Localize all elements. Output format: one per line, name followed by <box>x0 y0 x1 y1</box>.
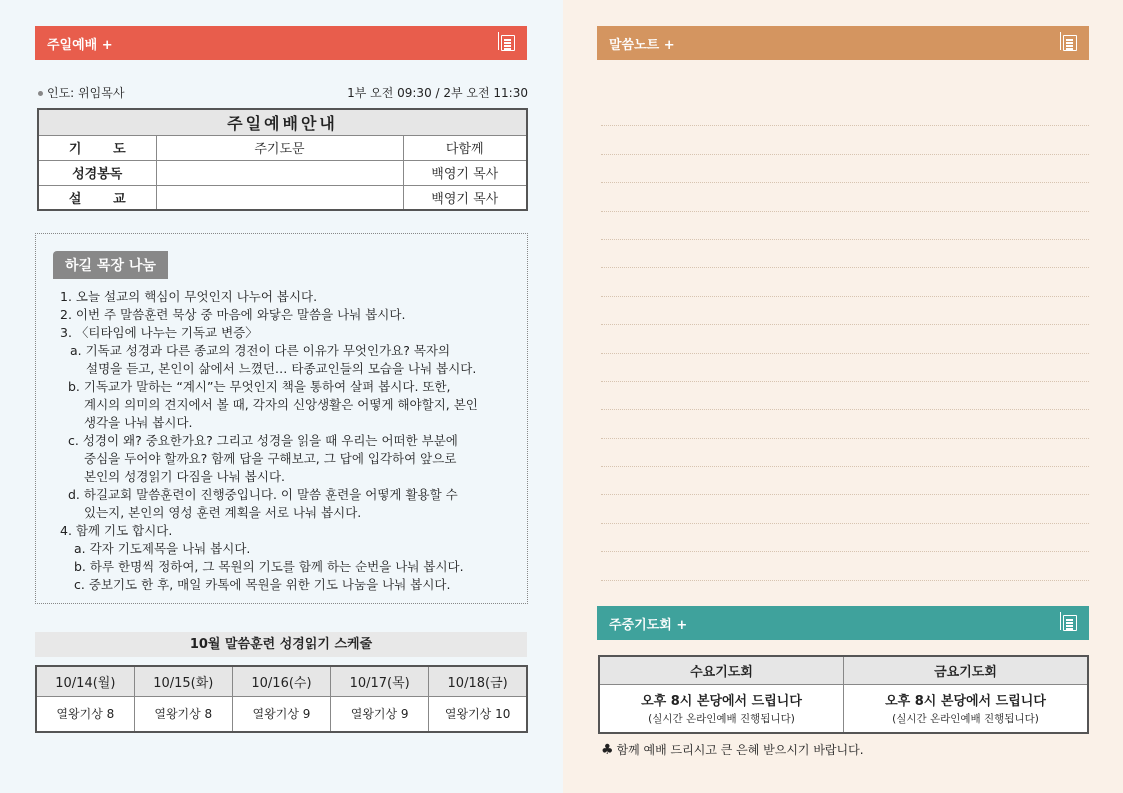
sermon-notes-header[interactable] <box>597 26 1089 60</box>
schedule-reading: 열왕기상 8 <box>134 696 232 732</box>
schedule-table <box>35 665 528 733</box>
leader-line <box>38 84 124 101</box>
service-table-title: 주일예배안내 <box>38 109 527 135</box>
document-icon[interactable] <box>1063 35 1077 51</box>
note-line[interactable] <box>601 183 1089 211</box>
prayer-sub-text: (실시간 온라인예배 진행됩니다) <box>892 713 1039 726</box>
note-line[interactable] <box>601 410 1089 438</box>
club-icon: ♣ <box>601 742 614 758</box>
schedule-title: 10월 말씀훈련 성경읽기 스케줄 <box>35 632 527 657</box>
note-line[interactable] <box>601 98 1089 126</box>
sunday-service-header[interactable] <box>35 26 527 60</box>
prayer-body-cell <box>844 684 1089 733</box>
service-table <box>37 108 528 211</box>
sharing-box <box>35 233 528 604</box>
sharing-line: 본인의 성경읽기 다짐을 나눠 봅시다. <box>84 469 285 484</box>
sharing-line: a. 각자 기도제목을 나눠 봅시다. <box>74 541 251 556</box>
schedule-date: 10/17(목) <box>331 666 429 696</box>
sharing-list <box>60 288 478 594</box>
note-line[interactable] <box>601 240 1089 268</box>
note-line[interactable] <box>601 382 1089 410</box>
schedule-date: 10/16(수) <box>232 666 330 696</box>
sharing-line: d. 하길교회 말씀훈련이 진행중입니다. 이 말씀 훈련을 어떻게 활용할 수 <box>68 487 458 502</box>
leader-text: 인도: 위임목사 <box>47 86 125 100</box>
prayer-table <box>598 655 1089 734</box>
sharing-line: 있는지, 본인의 영성 훈련 계획을 서로 나눠 봅시다. <box>84 505 362 520</box>
prayer-sub-text: (실시간 온라인예배 진행됩니다) <box>648 713 795 726</box>
schedule-date: 10/14(월) <box>36 666 134 696</box>
note-lines[interactable] <box>601 98 1089 581</box>
sharing-line: 1. 오늘 설교의 핵심이 무엇인지 나누어 봅시다. <box>60 289 318 304</box>
service-row-leader: 백영기 목사 <box>403 160 527 185</box>
sharing-line: c. 성경이 왜? 중요한가요? 그리고 성경을 읽을 때 우리는 어떠한 부분에 <box>68 433 458 448</box>
note-line[interactable] <box>601 354 1089 382</box>
note-line[interactable] <box>601 126 1089 154</box>
sharing-line: a. 기독교 성경과 다른 종교의 경전이 다른 이유가 무엇인가요? 목자의 <box>70 343 451 358</box>
weekday-prayer-header[interactable] <box>597 606 1089 640</box>
closing-message <box>601 741 864 758</box>
document-icon[interactable] <box>1063 615 1077 631</box>
prayer-header-cell: 수요기도회 <box>599 656 844 684</box>
sharing-line: 2. 이번 주 말씀훈련 묵상 중 마음에 와닿은 말씀을 나눠 봅시다. <box>60 307 406 322</box>
closing-text: 함께 예배 드리시고 큰 은혜 받으시기 바랍니다. <box>616 743 864 757</box>
service-row-label: 성경봉독 <box>38 160 156 185</box>
note-line[interactable] <box>601 524 1089 552</box>
prayer-main-text: 오후 8시 본당에서 드립니다 <box>641 694 802 710</box>
note-line[interactable] <box>601 297 1089 325</box>
sharing-line: 생각을 나눠 봅시다. <box>84 415 193 430</box>
prayer-header-cell: 금요기도회 <box>844 656 1089 684</box>
sharing-line: c. 중보기도 한 후, 매일 카톡에 목원을 위한 기도 나눔을 나눠 봅시다. <box>74 577 451 592</box>
schedule-date: 10/15(화) <box>134 666 232 696</box>
schedule-reading: 열왕기상 8 <box>36 696 134 732</box>
sharing-line: 설명을 듣고, 본인이 삶에서 느꼈던… 타종교인들의 모습을 나눠 봅시다. <box>86 361 477 376</box>
service-row-label: 기 도 <box>38 135 156 160</box>
schedule-reading: 열왕기상 9 <box>331 696 429 732</box>
prayer-body-cell <box>599 684 844 733</box>
note-line[interactable] <box>601 495 1089 523</box>
right-page <box>563 0 1123 793</box>
sharing-line: b. 기독교가 말하는 “계시”는 무엇인지 책을 통하여 살펴 봅시다. 또한, <box>68 379 451 394</box>
note-line[interactable] <box>601 268 1089 296</box>
sharing-line: 중심을 두어야 할까요? 함께 답을 구해보고, 그 답에 입각하여 앞으로 <box>84 451 457 466</box>
service-row-content: 주기도문 <box>156 135 403 160</box>
service-times: 1부 오전 09:30 / 2부 오전 11:30 <box>347 86 528 100</box>
service-row-content <box>156 185 403 210</box>
service-row-content <box>156 160 403 185</box>
sunday-service-title: 주일예배 + <box>47 37 113 53</box>
note-line[interactable] <box>601 212 1089 240</box>
schedule-date: 10/18(금) <box>429 666 527 696</box>
service-row-label: 설 교 <box>38 185 156 210</box>
document-icon[interactable] <box>501 35 515 51</box>
note-line[interactable] <box>601 439 1089 467</box>
schedule-reading: 열왕기상 9 <box>232 696 330 732</box>
sharing-line: 3. 〈티타임에 나누는 기독교 변증〉 <box>60 325 258 340</box>
note-line[interactable] <box>601 552 1089 580</box>
sharing-line: 계시의 의미의 견지에서 볼 때, 각자의 신앙생활은 어떻게 해야할지, 본인 <box>84 397 478 412</box>
note-line[interactable] <box>601 325 1089 353</box>
bullet-dot-icon <box>38 91 43 96</box>
sharing-line: 4. 함께 기도 합시다. <box>60 523 173 538</box>
weekday-prayer-title: 주중기도회 + <box>609 617 688 633</box>
service-row-leader: 다함께 <box>403 135 527 160</box>
sermon-notes-title: 말씀노트 + <box>609 37 675 53</box>
service-row-leader: 백영기 목사 <box>403 185 527 210</box>
sharing-tag: 하길 목장 나눔 <box>53 251 168 279</box>
sharing-line: b. 하루 한명씩 정하여, 그 목원의 기도를 함께 하는 순번을 나눠 봅시다. <box>74 559 464 574</box>
note-line[interactable] <box>601 467 1089 495</box>
prayer-main-text: 오후 8시 본당에서 드립니다 <box>885 694 1046 710</box>
note-line[interactable] <box>601 155 1089 183</box>
schedule-reading: 열왕기상 10 <box>429 696 527 732</box>
